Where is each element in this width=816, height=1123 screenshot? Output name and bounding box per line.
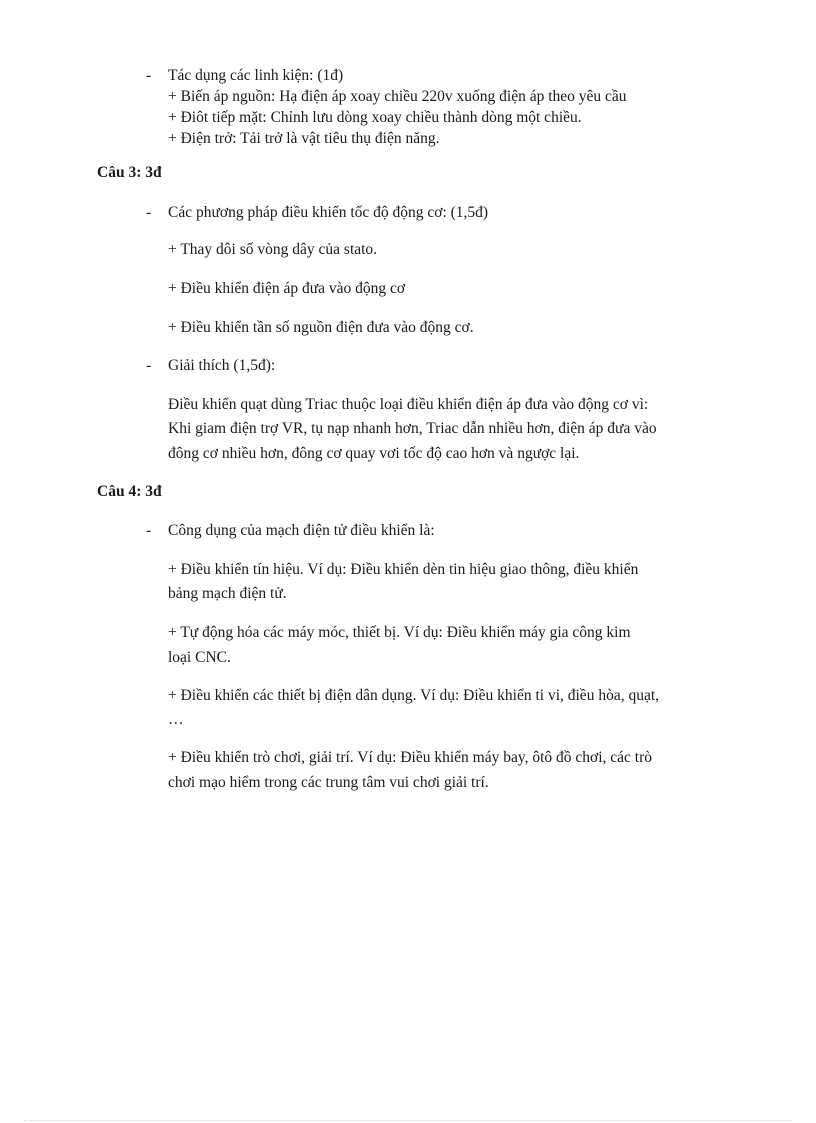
use-item-line: bảng mạch điện tử. (168, 585, 287, 602)
explanation-line: Khi giam điện trợ VR, tụ nạp nhanh hơn, Triac dẫn nhiều hơn, điện áp đưa vào (168, 420, 657, 437)
method-item: + Điều khiển tần số nguồn điện đưa vào động cơ. (168, 319, 474, 336)
uses-intro: Công dụng của mạch điện tử điều khiển là: (168, 522, 435, 539)
methods-intro: Các phương pháp điều khiển tốc độ động cơ: (1,5đ) (168, 204, 489, 221)
component-item: + Biến áp nguồn: Hạ điện áp xoay chiều 220v xuống điện áp theo yêu cầu (168, 88, 627, 105)
method-item: + Điều khiển điện áp đưa vào động cơ (168, 280, 406, 297)
use-item-line: loại CNC. (168, 649, 231, 666)
explanation-line: đông cơ nhiều hơn, đông cơ quay vơi tốc độ cao hơn và ngược lại. (168, 445, 580, 462)
components-intro: Tác dụng các linh kiện: (1đ) (168, 67, 344, 84)
bullet-dash: - (146, 67, 152, 84)
component-item: + Điôt tiếp mặt: Chỉnh lưu dòng xoay chiều thành dòng một chiều. (168, 109, 582, 126)
page-bottom-divider (24, 1120, 792, 1121)
use-item-line: + Điều khiển các thiết bị điện dân dụng. Ví dụ: Điều khiển ti vi, điều hòa, quạt, (168, 687, 660, 704)
method-item: + Thay dôi số vòng dây của stato. (168, 241, 378, 258)
use-item-line: … (168, 711, 184, 728)
use-item-line: + Điều khiển trò chơi, giải trí. Ví dụ: Điều khiển máy bay, ôtô đồ chơi, các trò (168, 749, 652, 766)
bullet-dash: - (146, 522, 152, 539)
bullet-dash: - (146, 357, 152, 374)
bullet-dash: - (146, 204, 152, 221)
use-item-line: + Tự động hóa các máy móc, thiết bị. Ví dụ: Điều khiển máy gia công kim (168, 624, 631, 641)
component-item: + Điện trở: Tải trở là vật tiêu thụ điện năng. (168, 130, 440, 147)
use-item-line: + Điều khiển tín hiệu. Ví dụ: Điều khiển dèn tin hiệu giao thông, điều khiển (168, 561, 639, 578)
explanation-line: Điều khiển quạt dùng Triac thuộc loại điều khiển điện áp đưa vào động cơ vì: (168, 396, 649, 413)
question-3-heading: Câu 3: 3đ (97, 164, 162, 181)
explanation-intro: Giải thích (1,5đ): (168, 357, 276, 374)
question-4-heading: Câu 4: 3đ (97, 483, 162, 500)
use-item-line: chơi mạo hiểm trong các trung tâm vui chơi giải trí. (168, 774, 489, 791)
